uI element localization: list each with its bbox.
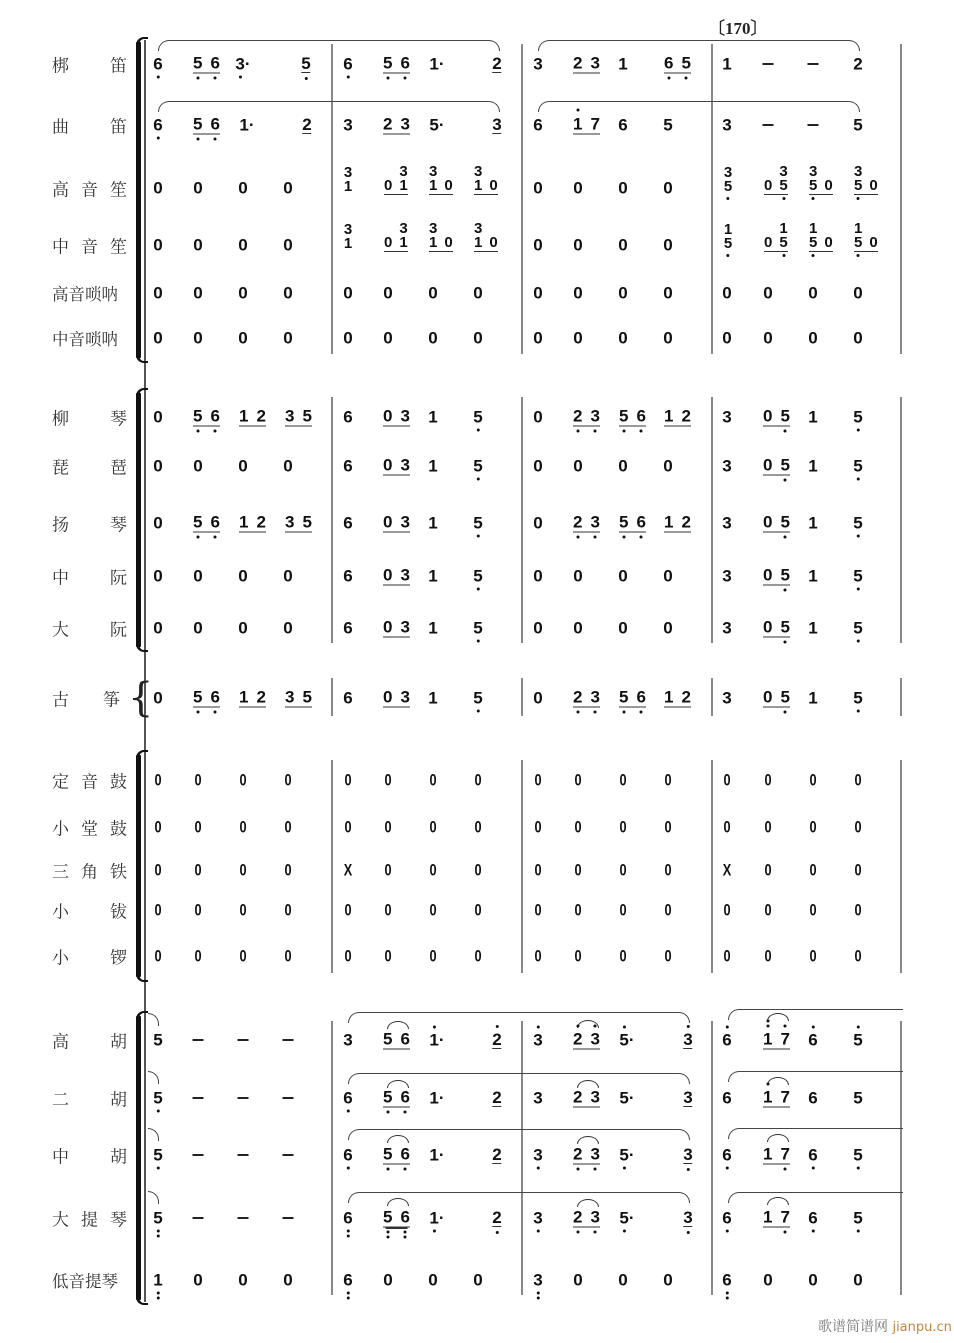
rest: 0 bbox=[193, 328, 203, 348]
rest: 0 bbox=[284, 817, 292, 837]
rest: 0 bbox=[618, 456, 628, 476]
label-bangdi: 梆 笛 bbox=[52, 56, 127, 77]
rest: 0 bbox=[809, 900, 817, 920]
note: 5 bbox=[853, 458, 862, 475]
rest: 0 bbox=[764, 860, 772, 880]
eighth-pair: 5 6 bbox=[193, 514, 220, 533]
rest: 0 bbox=[618, 618, 628, 638]
system-line bbox=[144, 40, 146, 1302]
rest: 0 bbox=[574, 817, 582, 837]
label-liuqin: 柳 琴 bbox=[52, 409, 127, 430]
rest: 0 bbox=[384, 946, 392, 966]
note: 1 bbox=[428, 407, 438, 427]
label-datiqin: 大 提 琴 bbox=[52, 1210, 127, 1231]
eighth-pair: 3 5 bbox=[285, 687, 312, 707]
note: 6 bbox=[343, 456, 353, 476]
eighth-pair: 0 5 bbox=[763, 408, 790, 427]
rest: 0 bbox=[854, 817, 862, 837]
eighth-pair: 0 5 bbox=[763, 689, 790, 708]
eighth-pair: 3 5 bbox=[285, 512, 312, 532]
barline bbox=[331, 1021, 333, 1295]
rest: 0 bbox=[284, 946, 292, 966]
note: 1 bbox=[428, 688, 438, 708]
rest: 0 bbox=[533, 618, 543, 638]
barline bbox=[711, 1021, 713, 1295]
rest: 0 bbox=[663, 328, 673, 348]
bracket-plucked bbox=[136, 393, 141, 647]
barline bbox=[711, 760, 713, 973]
barline bbox=[521, 760, 523, 973]
label-daruan: 大 阮 bbox=[52, 620, 127, 641]
rest: 0 bbox=[664, 946, 672, 966]
rest: 0 bbox=[193, 566, 203, 586]
rest: 0 bbox=[154, 860, 162, 880]
rest: 0 bbox=[533, 688, 543, 708]
rest: 0 bbox=[664, 900, 672, 920]
label-pipa: 琵 琶 bbox=[52, 458, 127, 479]
note: 5 bbox=[473, 620, 482, 637]
note: 1 bbox=[808, 456, 818, 476]
rest: 0 bbox=[239, 946, 247, 966]
rest: 0 bbox=[534, 817, 542, 837]
phrase-slur bbox=[728, 1128, 903, 1139]
rest: 0 bbox=[663, 618, 673, 638]
note: 3 bbox=[722, 513, 732, 533]
label-zhongruan: 中 阮 bbox=[52, 568, 127, 589]
note: 3 bbox=[722, 566, 732, 586]
note: 1 bbox=[808, 407, 818, 427]
rest: 0 bbox=[238, 328, 248, 348]
rest: 0 bbox=[573, 566, 583, 586]
rest: 0 bbox=[573, 618, 583, 638]
eighth-pair: 0 3 bbox=[383, 687, 410, 707]
note: 1 bbox=[428, 566, 438, 586]
note: 1 bbox=[808, 618, 818, 638]
rest: 0 bbox=[238, 566, 248, 586]
phrase-slur bbox=[728, 1009, 903, 1020]
eighth-pair: 5 6 bbox=[619, 689, 646, 708]
rest: 0 bbox=[723, 900, 731, 920]
rest: 0 bbox=[344, 817, 352, 837]
rest: 0 bbox=[809, 817, 817, 837]
note: 1 bbox=[428, 513, 438, 533]
eighth-pair: 0 3 bbox=[383, 455, 410, 475]
rest: 0 bbox=[194, 770, 202, 790]
rest: 0 bbox=[153, 283, 163, 303]
rest: 0 bbox=[663, 283, 673, 303]
eighth-pair: 5 6 bbox=[193, 408, 220, 427]
eighth-pair: 1 2 bbox=[239, 512, 266, 532]
rest: 0 bbox=[154, 770, 162, 790]
rest: 0 bbox=[384, 860, 392, 880]
rest: 0 bbox=[283, 566, 293, 586]
rest: 0 bbox=[284, 770, 292, 790]
rest: 0 bbox=[619, 900, 627, 920]
label-zhonghu: 中 胡 bbox=[52, 1147, 127, 1168]
rest: 0 bbox=[474, 860, 482, 880]
rest: 0 bbox=[534, 900, 542, 920]
label-xiaobo: 小 钹 bbox=[52, 902, 127, 923]
rest: 0 bbox=[153, 328, 163, 348]
bracket-percussion bbox=[136, 755, 141, 977]
rest: 0 bbox=[764, 770, 772, 790]
note: 5 bbox=[473, 515, 482, 532]
barline bbox=[331, 760, 333, 973]
note: 1 bbox=[808, 688, 818, 708]
rest: 0 bbox=[283, 456, 293, 476]
rest: 0 bbox=[283, 283, 293, 303]
rest: 0 bbox=[239, 817, 247, 837]
rest: 0 bbox=[383, 328, 393, 348]
music-score: 〔170〕 梆 笛 曲 笛 高 音 笙 中 音 笙 高音唢呐 中音唢呐 柳 琴 琵 琶 扬 琴 中 阮 大 阮 古 筝 定 音 鼓 小 堂 鼓 三 角 铁 小 钹 小 锣 高 胡 二 胡 中 胡 大 提 琴 低音提琴 { 6 5 6 3 · 5 6 5 6 1· 2 3 2 3 1 6 5 1 2 6 5 6 1· 2 3 2 3 5· 3 6 1 7 6 5 3 5 0 0 0 0 3 1 0 3 1 3 1 0 3 1 0 0 0 0 0 3 5 0 3 5 3 5 0 3 5 0 0 0 0 0 3 1 0 3 1 3 1 0 3 1 0 0 0 0 0 1 5 0 1 5 1 5 0 1 5 0 0 0 0 0 0 0 0 0 0 0 0 0 0 0 0 0 0 0 0 0 0 0 0 0 0 0 0 0 0 0 0 0 0 5 6 1 2 3 5 6 0 3 1 5 0 2 3 5 6 1 2 3 0 5 1 5 0 5 6 1 2 3 5 6 0 3 1 5 0 2 3 5 6 1 2 3 0 5 1 5 0 5 6 1 2 3 5 6 0 3 1 5 0 2 3 5 6 1 2 3 0 5 1 5 0 0 0 0 6 0 3 1 5 0 0 0 0 3 0 5 1 5 0 0 0 0 6 0 3 1 5 0 0 0 0 3 0 5 1 5 0 0 0 0 6 0 3 1 5 0 0 0 0 3 0 5 1 5 0 0 0 0 0 0 0 0 0 0 0 0 0 0 0 0 0 0 0 0 0 0 0 0 0 0 0 0 0 0 0 0 0 0 0 0 X 0 0 0 0 0 0 0 X 0 0 0 0 0 0 0 0 0 0 0 0 0 0 0 0 0 0 0 0 0 0 0 0 0 0 0 0 0 0 0 0 0 0 0 5 3 5 6 1 · 2 3 2 3 5 · 3 6 1 7 6 5 5 6 5 6 1· 2 3 2 3 5· 3 6 1 7 6 5 5 6 5 6 1· 2 3 2 3 5 · 3 6 1 7 6 5 5 6 5 6 1 · 2 3 2 3 5 · 3 6 1 7 6 5 1 0 0 0 6 0 0 0 3 0 0 0 6 0 0 0 歌谱简谱网 jianpu.cn bbox=[0, 0, 954, 1343]
bracket-winds bbox=[136, 42, 141, 358]
eighth-pair: 0 3 bbox=[383, 617, 410, 637]
note: 3 bbox=[722, 618, 732, 638]
rest: 0 bbox=[473, 283, 483, 303]
note: 5 bbox=[473, 690, 482, 707]
note: 6 bbox=[343, 407, 353, 427]
rest: 0 bbox=[854, 860, 862, 880]
eighth-pair: 1 2 bbox=[664, 512, 691, 532]
note: 5 bbox=[473, 409, 482, 426]
rest: 0 bbox=[809, 946, 817, 966]
barline bbox=[521, 397, 523, 643]
rest: 0 bbox=[533, 328, 543, 348]
barline bbox=[521, 678, 523, 716]
rest: 0 bbox=[574, 860, 582, 880]
rest: 0 bbox=[534, 946, 542, 966]
eighth-pair: 1 2 bbox=[239, 687, 266, 707]
rest: 0 bbox=[619, 817, 627, 837]
rest: 0 bbox=[574, 900, 582, 920]
eighth-pair: 0 3 bbox=[383, 512, 410, 532]
label-gaohu: 高 胡 bbox=[52, 1032, 127, 1053]
barline bbox=[521, 44, 523, 354]
rest: 0 bbox=[284, 900, 292, 920]
rest: 0 bbox=[238, 618, 248, 638]
note: 1 bbox=[808, 513, 818, 533]
rest: 0 bbox=[723, 946, 731, 966]
rest: 0 bbox=[533, 283, 543, 303]
rest: 0 bbox=[533, 513, 543, 533]
eighth-pair: 0 5 bbox=[763, 619, 790, 638]
rest: 0 bbox=[284, 860, 292, 880]
note: 5 bbox=[853, 515, 862, 532]
label-gaoyin-sheng: 高 音 笙 bbox=[52, 180, 127, 201]
rest: 0 bbox=[343, 283, 353, 303]
note: 5 bbox=[853, 620, 862, 637]
rest: 0 bbox=[384, 770, 392, 790]
eighth-pair: 1 2 bbox=[664, 687, 691, 707]
rest: 0 bbox=[194, 817, 202, 837]
label-gaoyin-suona: 高音唢呐 bbox=[52, 285, 118, 304]
rest: 0 bbox=[344, 946, 352, 966]
rest: 0 bbox=[344, 770, 352, 790]
rest: 0 bbox=[533, 407, 543, 427]
rest: 0 bbox=[384, 900, 392, 920]
rest: 0 bbox=[854, 770, 862, 790]
barline bbox=[900, 397, 902, 643]
note: 3 bbox=[722, 688, 732, 708]
label-guzheng: 古 筝 bbox=[52, 690, 120, 711]
rest: 0 bbox=[574, 946, 582, 966]
phrase-slur bbox=[728, 1192, 903, 1203]
eighth-pair: 1 2 bbox=[664, 406, 691, 426]
rest: 0 bbox=[533, 566, 543, 586]
rest: 0 bbox=[764, 946, 772, 966]
rest: 0 bbox=[428, 328, 438, 348]
eighth-pair: 2 3 bbox=[573, 689, 600, 708]
barline bbox=[331, 397, 333, 643]
note: 6 bbox=[343, 513, 353, 533]
rest: 0 bbox=[664, 860, 672, 880]
rest: 0 bbox=[154, 946, 162, 966]
rest: 0 bbox=[193, 283, 203, 303]
label-sanjiaotie: 三 角 铁 bbox=[52, 862, 127, 883]
phrase-slur bbox=[158, 40, 500, 51]
rest: 0 bbox=[619, 860, 627, 880]
rest: 0 bbox=[809, 860, 817, 880]
note: 1 bbox=[808, 566, 818, 586]
rest: 0 bbox=[153, 456, 163, 476]
hit: X bbox=[722, 860, 732, 880]
rest: 0 bbox=[194, 946, 202, 966]
note: 5 bbox=[853, 568, 862, 585]
rest: 0 bbox=[153, 407, 163, 427]
barline bbox=[331, 44, 333, 354]
note: 1 bbox=[428, 618, 438, 638]
tie-end bbox=[148, 1013, 159, 1026]
note: 5 bbox=[853, 690, 862, 707]
label-xiaoluo: 小 锣 bbox=[52, 948, 127, 969]
rest: 0 bbox=[763, 328, 773, 348]
rest: 0 bbox=[239, 900, 247, 920]
rest: 0 bbox=[344, 900, 352, 920]
note: 5 bbox=[853, 409, 862, 426]
rest: 0 bbox=[723, 770, 731, 790]
rehearsal-mark: 〔170〕 bbox=[708, 19, 768, 38]
rest: 0 bbox=[193, 456, 203, 476]
label-xiaotanggu: 小 堂 鼓 bbox=[52, 819, 127, 840]
rest: 0 bbox=[853, 283, 863, 303]
rest: 0 bbox=[533, 456, 543, 476]
rest: 0 bbox=[808, 328, 818, 348]
label-yangqin: 扬 琴 bbox=[52, 515, 127, 536]
rest: 0 bbox=[764, 900, 772, 920]
tie-end bbox=[148, 1191, 159, 1204]
rest: 0 bbox=[764, 817, 772, 837]
rest: 0 bbox=[573, 283, 583, 303]
note: 5 bbox=[473, 458, 482, 475]
note: 3 bbox=[722, 456, 732, 476]
rest: 0 bbox=[429, 770, 437, 790]
rest: 0 bbox=[238, 283, 248, 303]
phrase-slur bbox=[538, 101, 860, 112]
rest: 0 bbox=[384, 817, 392, 837]
rest: 0 bbox=[808, 283, 818, 303]
label-zhongyin-sheng: 中 音 笙 bbox=[52, 237, 127, 258]
rest: 0 bbox=[474, 946, 482, 966]
rest: 0 bbox=[343, 328, 353, 348]
note: 1 bbox=[428, 456, 438, 476]
rest: 0 bbox=[574, 770, 582, 790]
barline bbox=[711, 397, 713, 643]
barline bbox=[900, 760, 902, 973]
note: 6 bbox=[343, 618, 353, 638]
rest: 0 bbox=[663, 566, 673, 586]
eighth-pair: 0 5 bbox=[763, 514, 790, 533]
rest: 0 bbox=[239, 770, 247, 790]
rest: 0 bbox=[722, 283, 732, 303]
eighth-pair: 0 3 bbox=[383, 565, 410, 585]
eighth-pair: 1 2 bbox=[239, 406, 266, 426]
phrase-slur bbox=[728, 1071, 903, 1082]
note: 3 bbox=[722, 407, 732, 427]
rest: 0 bbox=[153, 618, 163, 638]
rest: 0 bbox=[664, 770, 672, 790]
note: 6 bbox=[343, 566, 353, 586]
label-dingyingu: 定 音 鼓 bbox=[52, 772, 127, 793]
watermark: 歌谱简谱网 jianpu.cn bbox=[818, 1319, 952, 1335]
rest: 0 bbox=[428, 283, 438, 303]
eighth-pair: 5 6 bbox=[619, 408, 646, 427]
rest: 0 bbox=[619, 770, 627, 790]
eighth-pair: 2 3 bbox=[573, 514, 600, 533]
barline bbox=[900, 44, 902, 354]
rest: 0 bbox=[153, 513, 163, 533]
phrase-slur bbox=[158, 101, 500, 112]
rest: 0 bbox=[853, 328, 863, 348]
note: 6 bbox=[343, 688, 353, 708]
eighth-pair: 5 6 bbox=[619, 514, 646, 533]
rest: 0 bbox=[573, 328, 583, 348]
rest: 0 bbox=[429, 817, 437, 837]
rest: 0 bbox=[429, 946, 437, 966]
rest: 0 bbox=[194, 860, 202, 880]
barline bbox=[331, 678, 333, 716]
barline bbox=[711, 678, 713, 716]
barline bbox=[521, 1021, 523, 1295]
brace-guzheng: { bbox=[128, 675, 154, 721]
rest: 0 bbox=[723, 817, 731, 837]
barline bbox=[711, 44, 713, 354]
rest: 0 bbox=[763, 283, 773, 303]
eighth-pair: 0 3 bbox=[383, 406, 410, 426]
rest: 0 bbox=[429, 860, 437, 880]
rest: 0 bbox=[854, 900, 862, 920]
label-qudi: 曲 笛 bbox=[52, 117, 127, 138]
rest: 0 bbox=[474, 770, 482, 790]
rest: 0 bbox=[383, 283, 393, 303]
rest: 0 bbox=[154, 900, 162, 920]
rest: 0 bbox=[193, 618, 203, 638]
eighth-pair: 3 5 bbox=[285, 406, 312, 426]
rest: 0 bbox=[809, 770, 817, 790]
rest: 0 bbox=[473, 328, 483, 348]
rest: 0 bbox=[619, 946, 627, 966]
rest: 0 bbox=[154, 817, 162, 837]
rest: 0 bbox=[663, 456, 673, 476]
eighth-pair: 0 5 bbox=[763, 567, 790, 586]
rest: 0 bbox=[474, 817, 482, 837]
bracket-strings bbox=[136, 1016, 141, 1300]
rest: 0 bbox=[283, 618, 293, 638]
rest: 0 bbox=[664, 817, 672, 837]
rest: 0 bbox=[534, 770, 542, 790]
tie-end bbox=[148, 1071, 159, 1084]
tie-end bbox=[148, 1128, 159, 1141]
eighth-pair: 0 5 bbox=[763, 457, 790, 476]
rest: 0 bbox=[429, 900, 437, 920]
rest: 0 bbox=[474, 900, 482, 920]
rest: 0 bbox=[153, 566, 163, 586]
label-diyin-tiqin: 低音提琴 bbox=[52, 1272, 118, 1291]
rest: 0 bbox=[573, 456, 583, 476]
rest: 0 bbox=[238, 456, 248, 476]
barline bbox=[900, 1021, 902, 1295]
rest: 0 bbox=[618, 283, 628, 303]
eighth-pair: 5 6 bbox=[193, 689, 220, 708]
rest: 0 bbox=[618, 328, 628, 348]
rest: 0 bbox=[283, 328, 293, 348]
label-zhongyin-suona: 中音唢呐 bbox=[52, 330, 118, 349]
eighth-pair: 2 3 bbox=[573, 408, 600, 427]
rest: 0 bbox=[194, 900, 202, 920]
label-erhu: 二 胡 bbox=[52, 1090, 127, 1111]
rest: 0 bbox=[618, 566, 628, 586]
rest: 0 bbox=[722, 328, 732, 348]
barline bbox=[900, 678, 902, 716]
rest: 0 bbox=[534, 860, 542, 880]
rest: 0 bbox=[153, 688, 163, 708]
rest: 0 bbox=[239, 860, 247, 880]
hit: X bbox=[343, 860, 353, 880]
note: 5 bbox=[473, 568, 482, 585]
rest: 0 bbox=[854, 946, 862, 966]
phrase-slur bbox=[538, 40, 860, 51]
